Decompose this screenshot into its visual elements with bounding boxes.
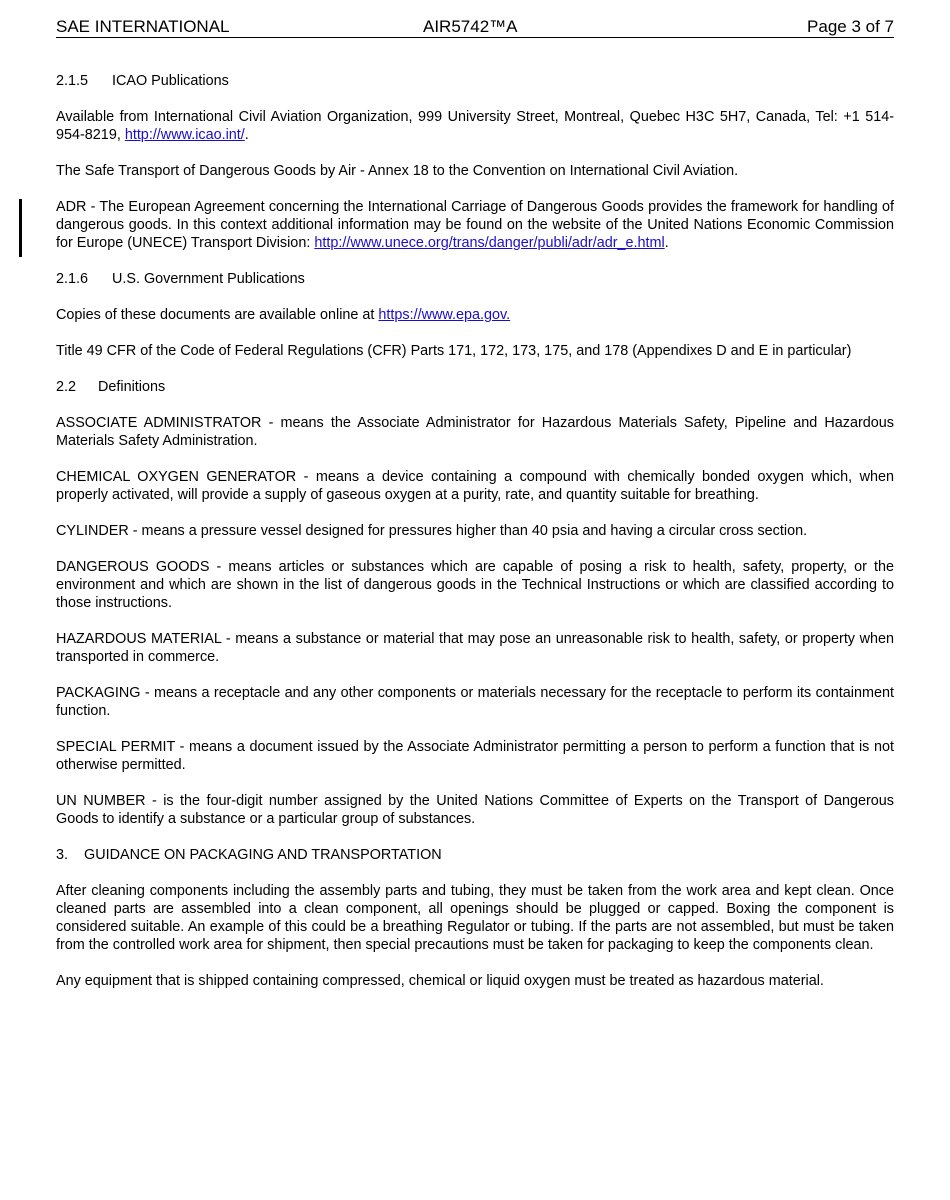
document-body <box>56 72 894 990</box>
unece-link[interactable]: http://www.unece.org/trans/danger/publi/adr/adr_e.html <box>314 235 665 251</box>
packaging-guidance-paragraph: After cleaning components including the assembly parts and tubing, they must be taken from the work area and kept clean. Once cleaned parts are assembled into a clean component, all openings should be plugged or capped. Boxing the component is considered suitable. An example of this could be a breathing Regulator or tubing. If the parts are not assembled, but must be taken from the controlled work area for shipment, then special precautions must be taken for packaging to keep the components clean. <box>56 883 894 953</box>
section-number: 3. <box>56 847 69 863</box>
icao-availability-paragraph <box>56 108 894 144</box>
header-org: SAE INTERNATIONAL <box>56 17 230 36</box>
page-header <box>56 17 894 38</box>
annex-18-paragraph: The Safe Transport of Dangerous Goods by Air - Annex 18 to the Convention on International Civil Aviation. <box>56 163 739 179</box>
icao-link[interactable]: http://www.icao.int/ <box>124 127 245 143</box>
section-heading-2-2 <box>56 378 894 396</box>
paragraph-text: ADR - The European Agreement concerning the International Carriage of Dangerous Goods provides the framework for handling of dangerous goods. In this context additional information may be found on the website of the United Nations Economic Commission for Europe (UNECE) Transport Division: <box>56 199 894 251</box>
cfr-paragraph: Title 49 CFR of the Code of Federal Regulations (CFR) Parts 171, 172, 173, 175, and 178 (Appendixes D and E in particular) <box>56 343 852 359</box>
header-page-number: Page 3 of 7 <box>807 17 894 36</box>
paragraph-text: . <box>664 235 669 251</box>
section-heading-3 <box>56 846 894 864</box>
section-title: U.S. Government Publications <box>112 271 305 287</box>
definition-hazardous-material: HAZARDOUS MATERIAL - means a substance or material that may pose an unreasonable risk to health, safety, or property when transported in commerce. <box>56 631 894 665</box>
definition-packaging: PACKAGING - means a receptacle and any other components or materials necessary for the receptacle to perform its containment function. <box>56 685 894 719</box>
definition-cylinder: CYLINDER - means a pressure vessel designed for pressures higher than 40 psia and having a circular cross section. <box>56 523 808 539</box>
section-number: 2.2 <box>56 379 77 395</box>
definition-un-number: UN NUMBER - is the four-digit number assigned by the United Nations Committee of Experts on the Transport of Dangerous Goods to identify a substance or a particular group of substances. <box>56 793 894 827</box>
section-number: 2.1.6 <box>56 271 89 287</box>
hazardous-equipment-paragraph: Any equipment that is shipped containing compressed, chemical or liquid oxygen must be treated as hazardous material. <box>56 973 824 989</box>
section-title: GUIDANCE ON PACKAGING AND TRANSPORTATION <box>84 847 442 863</box>
revision-change-bar <box>19 199 22 257</box>
paragraph-text: . <box>244 127 249 143</box>
epa-paragraph <box>56 306 894 324</box>
section-number: 2.1.5 <box>56 73 89 89</box>
section-heading-2-1-6 <box>56 270 894 288</box>
paragraph-text: Available from International Civil Aviation Organization, 999 University Street, Montreal, Quebec H3C 5H7, Canada, Tel: +1 514-954-8219, <box>56 109 894 143</box>
section-title: ICAO Publications <box>112 73 229 89</box>
paragraph-text: Copies of these documents are available online at <box>56 307 379 323</box>
header-doc-id: AIR5742™A <box>423 17 518 36</box>
section-title: Definitions <box>98 379 166 395</box>
definition-chemical-oxygen-generator: CHEMICAL OXYGEN GENERATOR - means a device containing a compound with chemically bonded oxygen which, when properly activated, will provide a supply of gaseous oxygen at a purity, rate, and quantity suitable for breathing. <box>56 469 894 503</box>
definition-dangerous-goods: DANGEROUS GOODS - means articles or substances which are capable of posing a risk to health, safety, property, or the environment and which are shown in the list of dangerous goods in the Technical Instructions or which are classified according to those instructions. <box>56 559 894 611</box>
definition-associate-administrator: ASSOCIATE ADMINISTRATOR - means the Associate Administrator for Hazardous Materials Safety, Pipeline and Hazardous Materials Safety Administration. <box>56 415 894 449</box>
definition-special-permit: SPECIAL PERMIT - means a document issued by the Associate Administrator permitting a person to perform a function that is not otherwise permitted. <box>56 739 894 773</box>
adr-paragraph <box>56 198 894 252</box>
epa-link[interactable]: https://www.epa.gov. <box>378 307 511 323</box>
section-heading-2-1-5 <box>56 72 894 90</box>
